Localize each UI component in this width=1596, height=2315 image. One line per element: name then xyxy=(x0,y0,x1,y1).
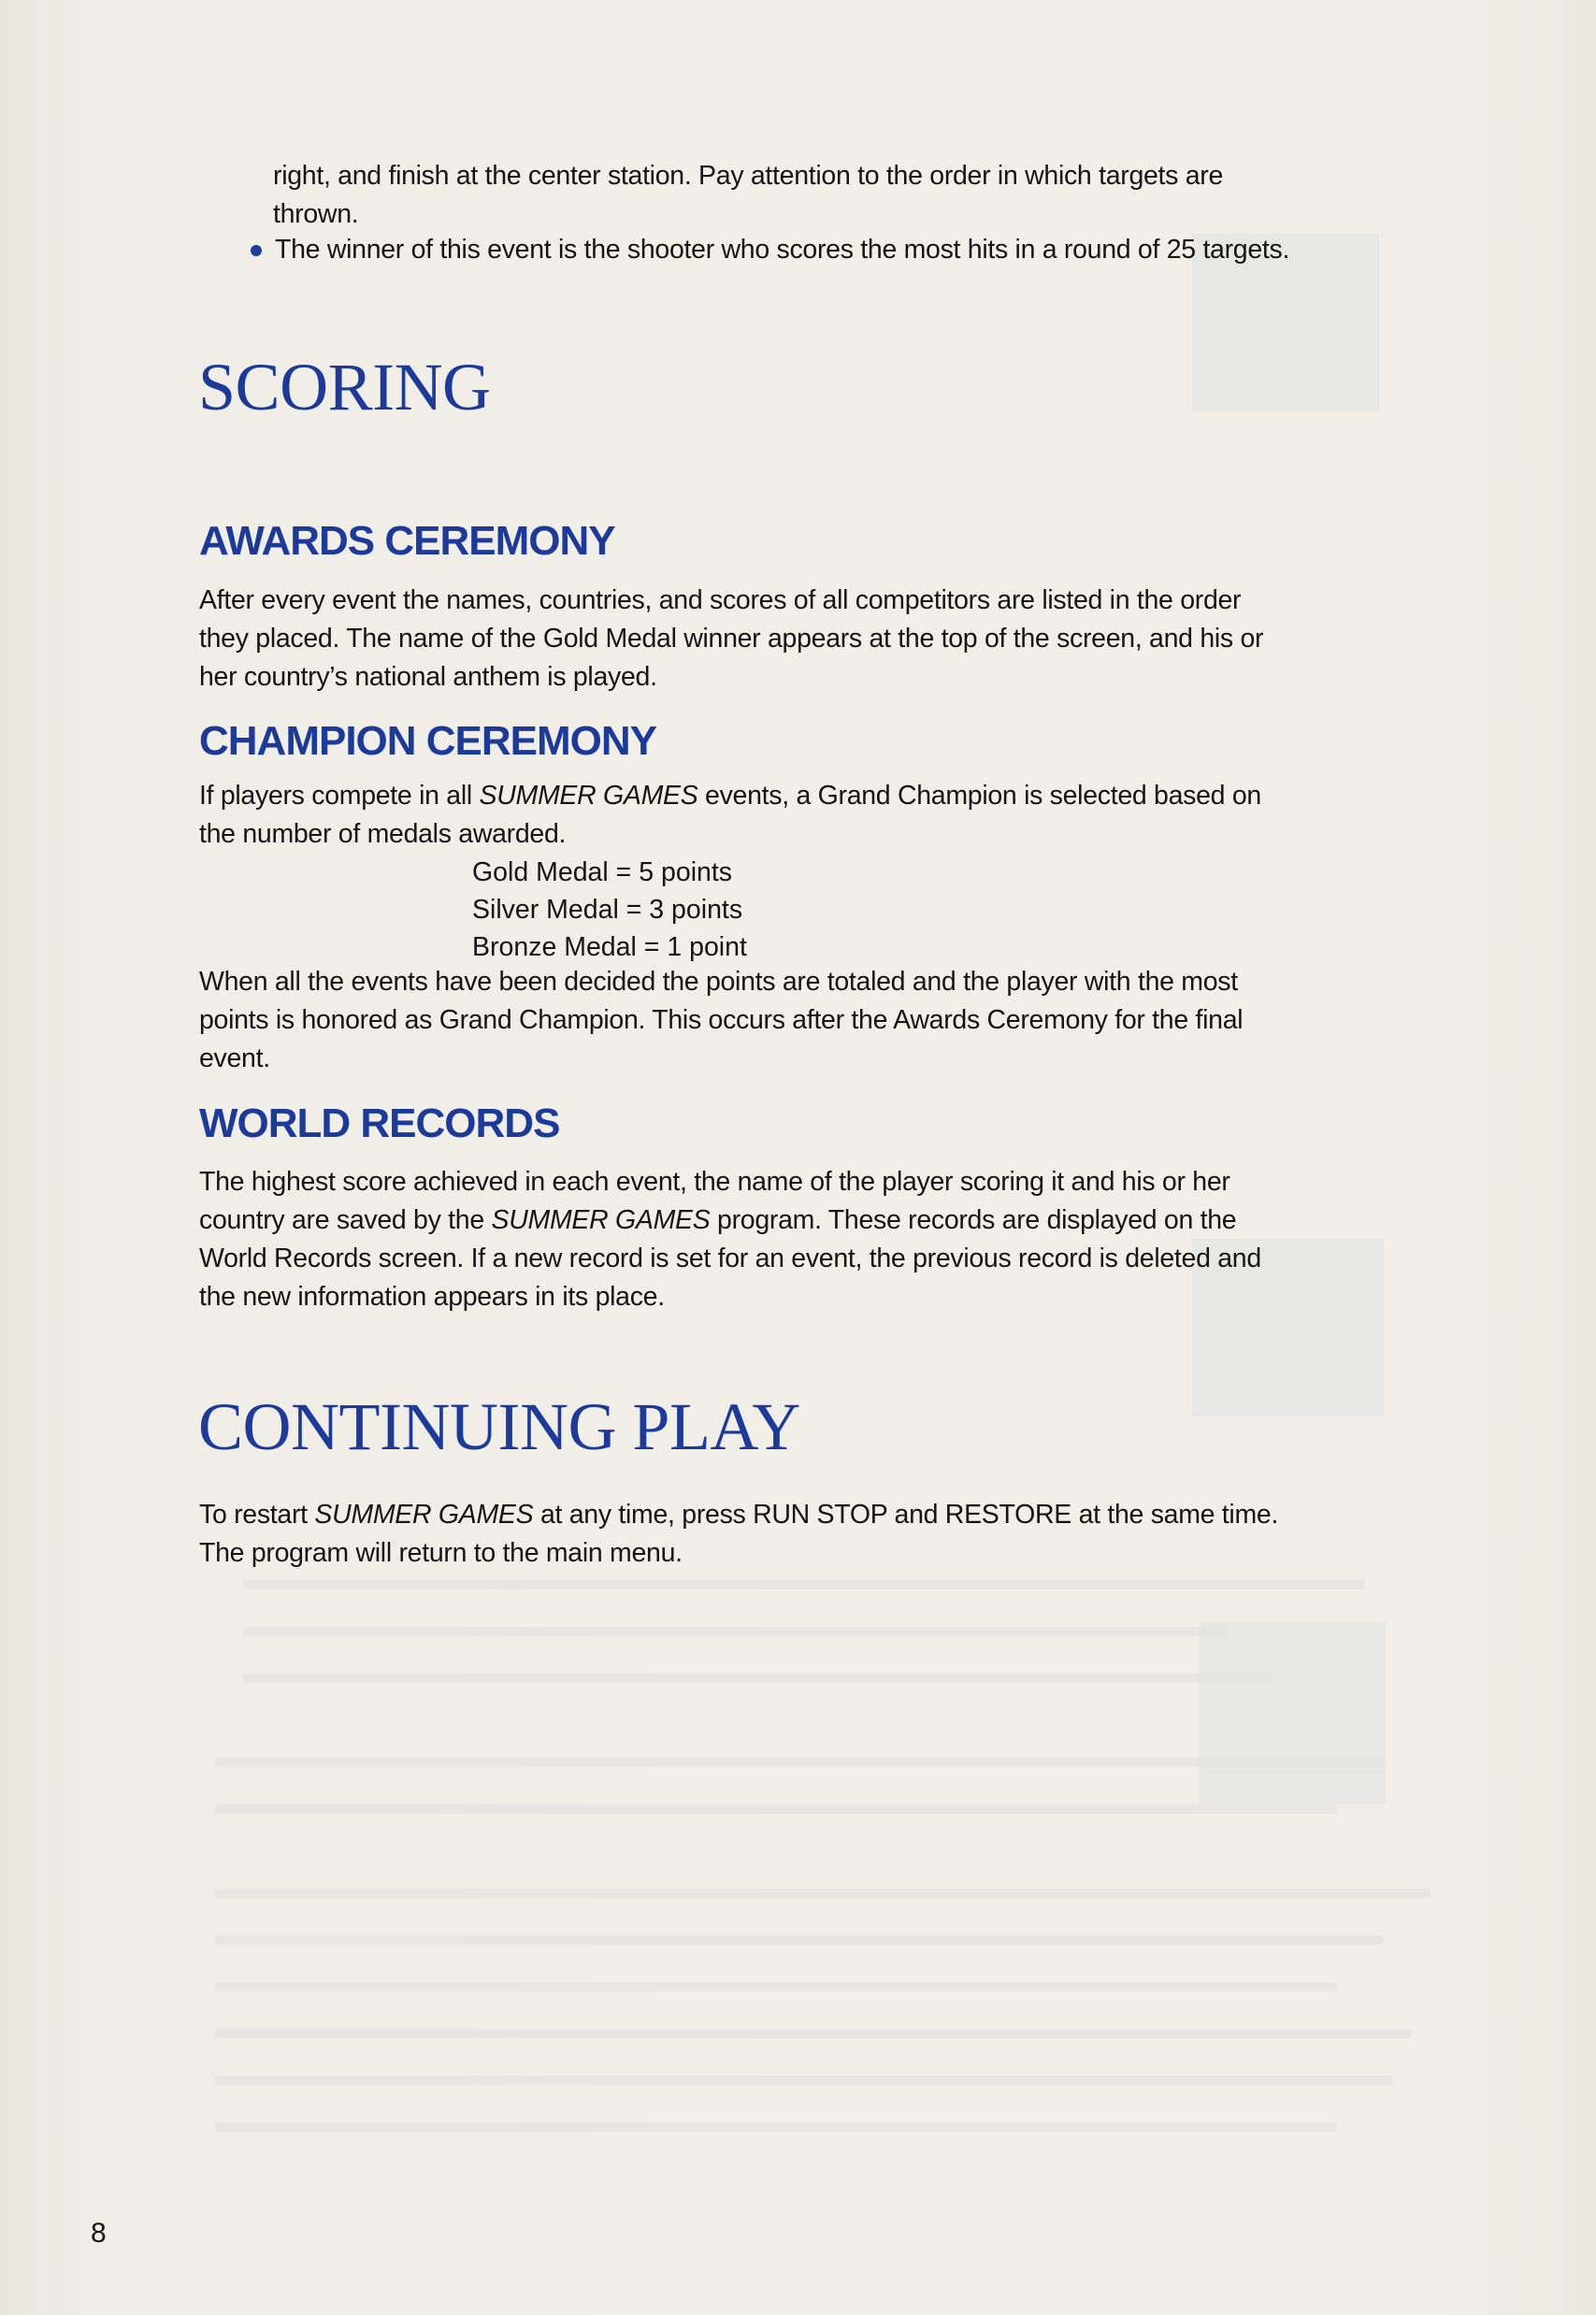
awards-text xyxy=(199,582,1263,697)
awards-ceremony-heading: AWARDS CEREMONY xyxy=(199,518,615,564)
champion-after-text: When all the events have been decided the points are totaled and the player with the most points is honored as Grand Champion. This occurs after the Awards Ceremony for the final event. xyxy=(199,967,1244,1073)
champion-line-1: If players compete in all SUMMER GAMES events, a Grand Champion is selected based on xyxy=(199,781,1261,811)
champion-line-2: the number of medals awarded. xyxy=(199,819,567,849)
intro-line-1: right, and finish at the center station. Pay attention to the order in which targets are xyxy=(273,161,1224,191)
bullet-icon xyxy=(251,245,262,256)
gold-medal-points: Gold Medal = 5 points xyxy=(472,857,733,887)
intro-text xyxy=(273,157,1223,234)
bronze-medal-points: Bronze Medal = 1 point xyxy=(472,932,747,962)
intro-bullet: The winner of this event is the shooter who scores the most hits in a round of 25 targets. xyxy=(275,235,1290,265)
champion-ceremony-heading: CHAMPION CEREMONY xyxy=(199,718,657,764)
continuing-play-text: To restart SUMMER GAMES at any time, press RUN STOP and RESTORE at the same time. The program will return to the main menu. xyxy=(199,1500,1279,1568)
awards-line: her country’s national anthem is played. xyxy=(199,662,657,692)
ghost-image-lower xyxy=(1199,1622,1386,1805)
page-number: 8 xyxy=(91,2218,107,2249)
continuing-play-heading: CONTINUING PLAY xyxy=(198,1389,800,1464)
awards-line: After every event the names, countries, and scores of all competitors are listed in the order xyxy=(199,585,1242,615)
medal-points-list xyxy=(472,854,747,966)
champion-text xyxy=(199,777,1261,854)
intro-line-2: thrown. xyxy=(273,199,359,229)
world-records-heading: WORLD RECORDS xyxy=(199,1100,560,1146)
scoring-heading: SCORING xyxy=(198,350,491,424)
silver-medal-points: Silver Medal = 3 points xyxy=(472,895,743,925)
awards-line: they placed. The name of the Gold Medal winner appears at the top of the screen, and his or xyxy=(199,624,1264,654)
world-records-text: The highest score achieved in each event, the name of the player scoring it and his or her country are saved by the SUMMER GAMES program. These records are displayed on the World Records screen. If a new record is set for an event, the previous record is deleted and the new information appears in its place. xyxy=(199,1167,1261,1312)
